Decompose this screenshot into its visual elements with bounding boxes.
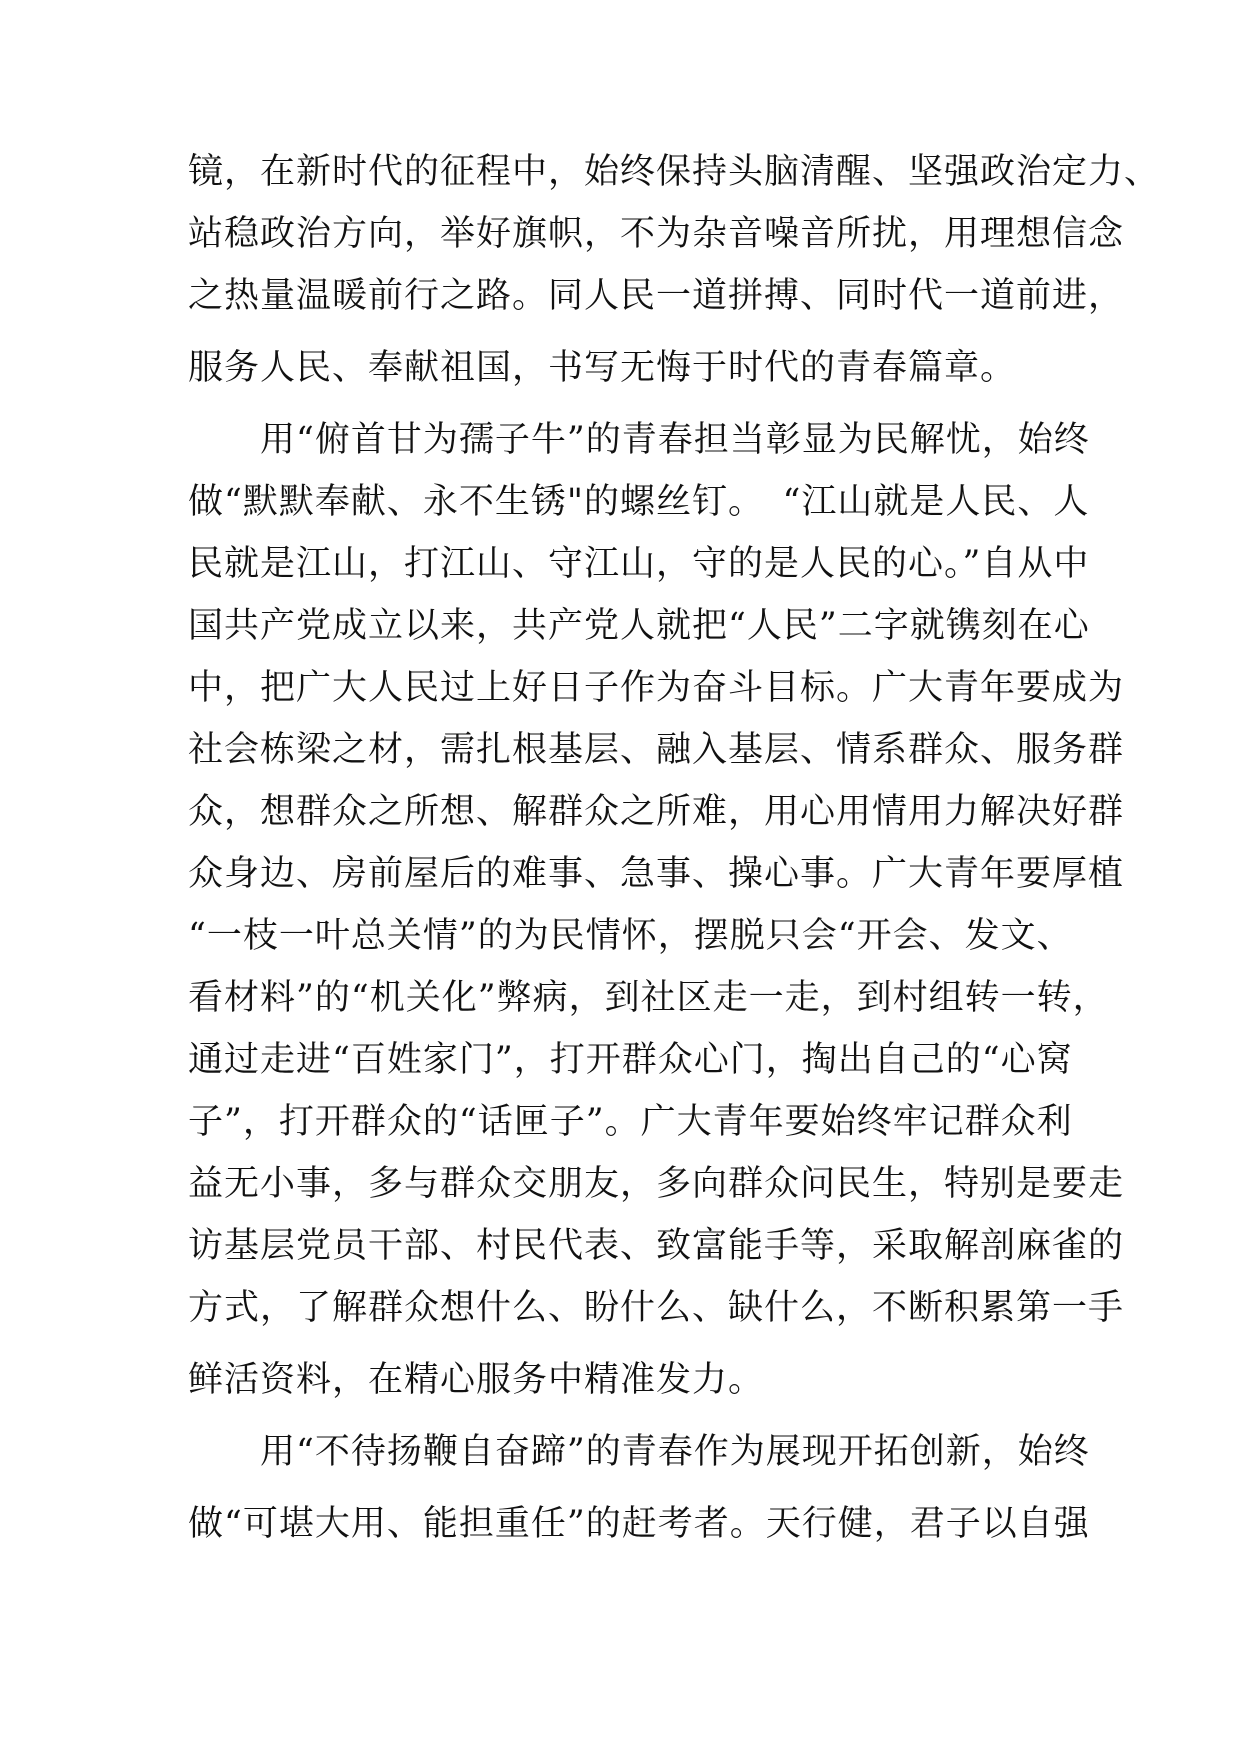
text-line: 众身边、房前屋后的难事、急事、操心事。广大青年要厚植 — [188, 854, 1125, 894]
text-line: 国共产党成立以来，共产党人就把“人民”二字就镌刻在心 — [188, 606, 1090, 646]
text-line: 做“默默奉献、永不生锈"的螺丝钉。 “江山就是人民、人 — [188, 482, 1090, 522]
text-line: 做“可堪大用、能担重任”的赶考者。天行健，君子以自强 — [188, 1504, 1090, 1544]
text-line: 方式，了解群众想什么、盼什么、缺什么，不断积累第一手 — [188, 1288, 1125, 1328]
text-line: 用“俯首甘为孺子牛”的青春担当彰显为民解忧，始终 — [188, 420, 1090, 460]
text-line: 通过走进“百姓家门”，打开群众心门，掏出自己的“心窝 — [188, 1040, 1073, 1080]
text-line: 服务人民、奉献祖国，书写无悔于时代的青春篇章。 — [188, 348, 1017, 388]
text-line: 之热量温暖前行之路。同人民一道拼搏、同时代一道前进， — [188, 276, 1125, 316]
text-line: 镜，在新时代的征程中，始终保持头脑清醒、坚强政治定力、 — [188, 152, 1161, 192]
text-line: 访基层党员干部、村民代表、致富能手等，采取解剖麻雀的 — [188, 1226, 1125, 1266]
text-line: 看材料”的“机关化”弊病，到社区走一走，到村组转一转， — [188, 978, 1109, 1018]
text-line: 民就是江山，打江山、守江山，守的是人民的心。”自从中 — [188, 544, 1090, 584]
text-line: 益无小事，多与群众交朋友，多向群众问民生，特别是要走 — [188, 1164, 1125, 1204]
text-line: 子”，打开群众的“话匣子”。广大青年要始终牢记群众利 — [188, 1102, 1073, 1142]
text-line: “一枝一叶总关情”的为民情怀，摆脱只会“开会、发文、 — [188, 916, 1073, 956]
text-line: 鲜活资料，在精心服务中精准发力。 — [188, 1360, 765, 1400]
text-line: 用“不待扬鞭自奋蹄”的青春作为展现开拓创新，始终 — [188, 1432, 1090, 1472]
text-line: 社会栋梁之材，需扎根基层、融入基层、情系群众、服务群 — [188, 730, 1125, 770]
text-line: 众，想群众之所想、解群众之所难，用心用情用力解决好群 — [188, 792, 1125, 832]
text-line: 中，把广大人民过上好日子作为奋斗目标。广大青年要成为 — [188, 668, 1125, 708]
text-line: 站稳政治方向，举好旗帜，不为杂音噪音所扰，用理想信念 — [188, 214, 1125, 254]
